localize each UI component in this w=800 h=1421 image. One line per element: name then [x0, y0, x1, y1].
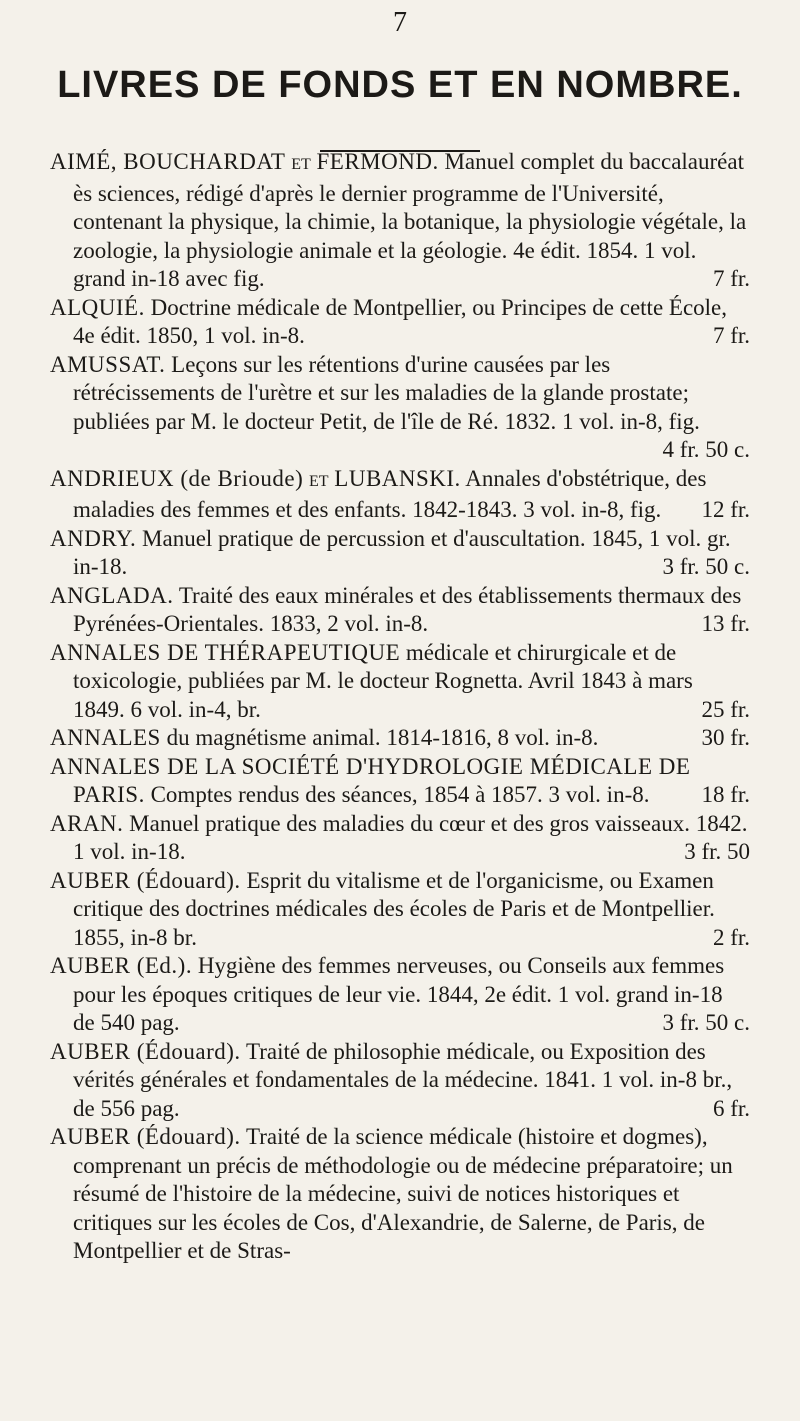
entry-price: 2 fr.: [712, 924, 750, 950]
entry-price: 3 fr. 50: [684, 839, 750, 864]
entry-author: AIMÉ, BOUCHARDAT: [50, 149, 286, 174]
entry-author-joiner: ET: [308, 472, 329, 490]
catalogue-entry: [50, 1123, 750, 1266]
entry-price: 4 fr. 50 c.: [662, 437, 750, 462]
entry-author: AMUSSAT.: [50, 351, 166, 377]
entry-price: 30 fr.: [701, 725, 750, 750]
entry-author: ANDRIEUX (de Brioude): [50, 465, 304, 491]
entry-price: 3 fr. 50 c.: [662, 554, 750, 579]
entry-description: Doctrine médicale de Montpellier, ou Principes de cette École, 4e édit. 1850, 1 vol. in-8.: [73, 294, 728, 348]
entry-description: Manuel pratique de percussion et d'auscultation. 1845, 1 vol. gr. in-18.: [73, 525, 731, 579]
page-number: 7: [393, 7, 407, 38]
entry-description: Esprit du vitalisme et de l'organicisme, ou Examen critique des doctrines médicales des écoles de Paris et de Montpellier. 1855, in-8 br.: [73, 867, 715, 950]
catalogue-entry: [50, 952, 750, 1038]
entry-price: 6 fr.: [712, 1095, 750, 1121]
catalogue-entry: [50, 351, 750, 465]
entry-author: ANNALES: [50, 725, 161, 750]
catalogue-entry: [50, 582, 750, 639]
catalogue-entry: [50, 294, 750, 351]
entry-author: AUBER (Édouard).: [50, 867, 241, 893]
catalogue-entry: [50, 148, 750, 294]
catalogue-entry: [50, 724, 750, 753]
entry-price: 3 fr. 50 c.: [662, 1010, 750, 1035]
catalogue-entry: [50, 639, 750, 725]
entry-description: Comptes rendus des séances, 1854 à 1857. 3 vol. in-8.: [150, 782, 650, 807]
entry-description: médicale et chirurgicale et de toxicologie, publiées par M. le docteur Rognetta. Avril 1843 à mars 1849. 6 vol. in-4, br.: [73, 639, 693, 722]
catalogue-entry: [50, 465, 750, 525]
catalogue-entry: [50, 1038, 750, 1124]
entry-author-joiner: ET: [291, 156, 311, 173]
catalogue-entry: [50, 753, 750, 810]
catalogue-entry: [50, 867, 750, 953]
catalogue-entry: [50, 525, 750, 582]
entry-price: 7 fr.: [712, 266, 750, 291]
entry-description: Traité de la science médicale (histoire et dogmes), comprenant un précis de méthodologie ou de médecine préparatoire; un résumé de l'histoire de la médecine, suivi de notices historiques et critiques sur les écoles de Cos, d'Alexandrie, de Salerne, de Paris, de Montpellier et de Stras-: [73, 1124, 733, 1263]
entry-description: Manuel pratique des maladies du cœur et des gros vaisseaux. 1842. 1 vol. in-18.: [73, 810, 748, 864]
entry-author: AUBER (Édouard).: [50, 1124, 241, 1149]
entry-description: Traité des eaux minérales et des établissements thermaux des Pyrénées-Orientales. 1833, 2 vol. in-8.: [73, 582, 742, 636]
entry-author: AUBER (Ed.).: [50, 953, 193, 978]
entry-description: Manuel complet du baccalauréat ès sciences, rédigé d'après le dernier programme de l'Université, contenant la physique, la chimie, la botanique, la physiologie végétale, la zoologie, la physiologie animale et la géologie. 4e édit. 1854. 1 vol. grand in-18 avec fig.: [73, 149, 747, 291]
entry-coauthor: LUBANSKI.: [334, 465, 461, 491]
page-heading: LIVRES DE FONDS ET EN NOMBRE.: [57, 64, 743, 106]
entry-description: Hygiène des femmes nerveuses, ou Conseils aux femmes pour les époques critiques de leur vie. 1844, 2e édit. 1 vol. grand in-18 de 540 pag.: [73, 953, 725, 1035]
entry-price: 12 fr.: [701, 497, 750, 522]
entry-author: ALQUIÉ.: [50, 294, 145, 320]
entry-description: Leçons sur les rétentions d'urine causées par les rétrécissements de l'urètre et sur les maladies de la glande prostate; publiées par M. le docteur Petit, de l'île de Ré. 1832. 1 vol. in-8, fig.: [73, 351, 700, 434]
entry-price: 18 fr.: [701, 782, 750, 807]
entry-author: AUBER (Édouard).: [50, 1038, 241, 1064]
entry-price: 25 fr.: [701, 696, 750, 722]
catalogue-entry: [50, 810, 750, 867]
entry-author: ANNALES DE THÉRAPEUTIQUE: [50, 639, 401, 665]
entry-description: Annales d'obstétrique, des maladies des femmes et des enfants. 1842-1843. 3 vol. in-8, fig.: [73, 465, 707, 522]
entry-author: ANGLADA.: [50, 582, 174, 608]
entry-author: ANDRY.: [50, 525, 137, 551]
entry-description: Traité de philosophie médicale, ou Exposition des vérités générales et fondamentales de la médecine. 1841. 1 vol. in-8 br., de 556 pag.: [73, 1038, 733, 1121]
entry-price: 7 fr.: [712, 323, 750, 348]
entry-description: du magnétisme animal. 1814-1816, 8 vol. in-8.: [166, 725, 599, 750]
entry-author: ANNALES DE LA SOCIÉTÉ D'HYDROLOGIE MÉDICALE DE PARIS.: [50, 753, 691, 807]
entry-author: ARAN.: [50, 810, 124, 836]
entry-list: [50, 148, 750, 1266]
entry-price: 13 fr.: [701, 611, 750, 636]
entry-coauthor: FERMOND.: [316, 149, 439, 174]
